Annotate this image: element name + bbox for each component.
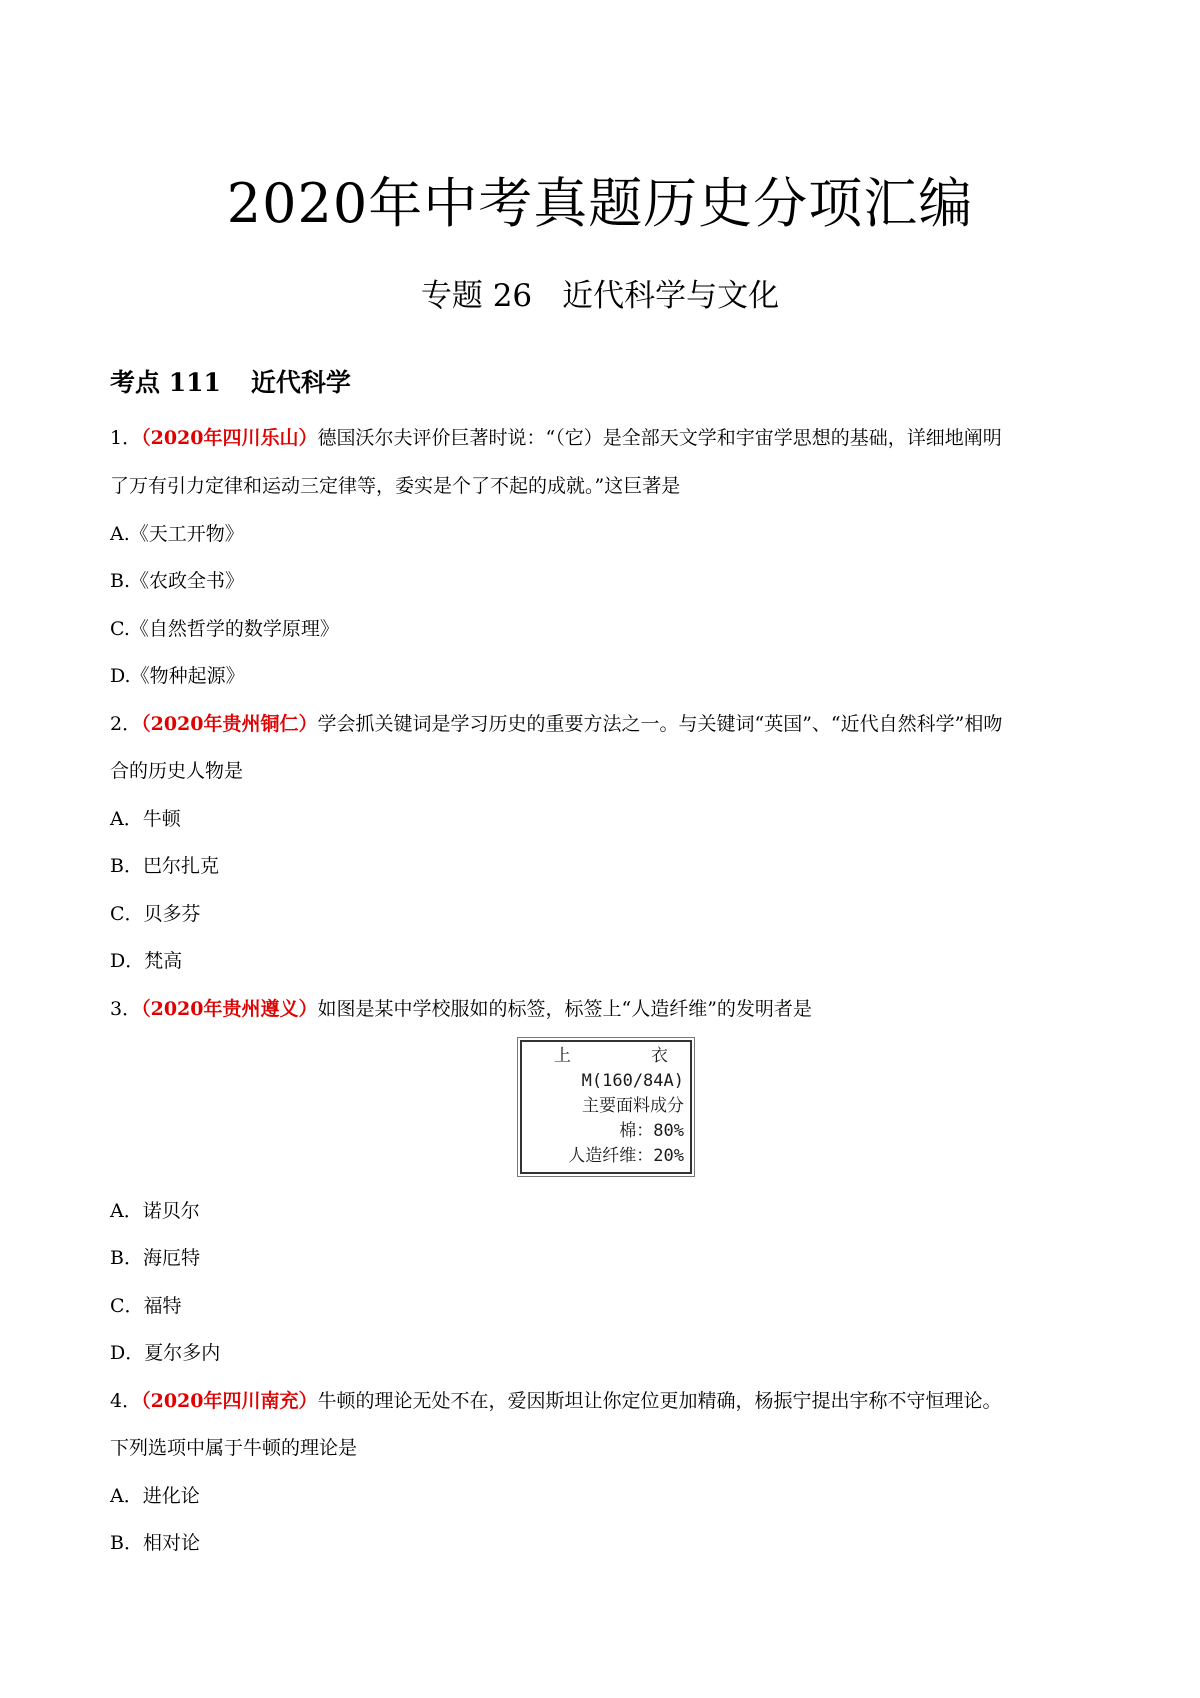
question-text: 如图是某中学校服如的标签，标签上“人造纤维”的发明者是	[317, 998, 812, 1020]
question-2-stem-line2: 合的历史人物是	[110, 760, 244, 782]
section-number: 考点 111	[110, 368, 221, 397]
question-source: （2020年四川南充）	[141, 1390, 318, 1412]
label-item-char1: 上	[554, 1046, 571, 1066]
section-heading	[110, 366, 351, 400]
question-4-stem-line2: 下列选项中属于牛顿的理论是	[110, 1437, 358, 1459]
topic-subtitle	[0, 276, 1200, 316]
question-4-option-a: A．进化论	[110, 1485, 200, 1507]
question-1-stem-line2: 了万有引力定律和运动三定律等，委实是个了不起的成就。”这巨著是	[110, 475, 681, 497]
question-4-option-b: B．相对论	[110, 1532, 200, 1554]
question-text: 牛顿的理论无处不在，爱因斯坦让你定位更加精确，杨振宁提出宇称不守恒理论。	[317, 1390, 1002, 1412]
label-material-1: 棉：80%	[619, 1121, 684, 1141]
section-name: 近代科学	[250, 368, 351, 397]
label-item-char2: 衣	[651, 1046, 668, 1066]
question-3-stem-line1	[110, 995, 1110, 1023]
topic-name: 近代科学与文化	[562, 278, 780, 314]
question-text: 德国沃尔夫评价巨著时说：“（它）是全部天文学和宇宙学思想的基础，详细地阐明	[317, 427, 1002, 449]
question-3-option-d: D．夏尔多内	[110, 1342, 221, 1364]
question-2-option-a: A．牛顿	[110, 808, 181, 830]
question-source: （2020年贵州遵义）	[141, 998, 318, 1020]
document-title: 2020年中考真题历史分项汇编	[226, 172, 974, 235]
label-heading: 主要面料成分	[582, 1096, 684, 1116]
clothing-label-image	[520, 1040, 692, 1174]
label-item-row	[528, 1044, 684, 1069]
question-4-stem-line1	[110, 1387, 1110, 1415]
question-1-stem-line1	[110, 424, 1110, 452]
question-1-option-c: C.《自然哲学的数学原理》	[110, 618, 339, 640]
question-3-option-a: A．诺贝尔	[110, 1200, 200, 1222]
question-source: （2020年贵州铜仁）	[141, 713, 318, 735]
question-2-option-b: B．巴尔扎克	[110, 855, 219, 877]
topic-number: 专题 26	[420, 278, 533, 314]
question-number: 2．	[110, 713, 142, 735]
question-number: 3．	[110, 998, 142, 1020]
question-source: （2020年四川乐山）	[141, 427, 318, 449]
question-number: 1．	[110, 427, 142, 449]
question-3-option-c: C．福特	[110, 1295, 182, 1317]
label-size: M(160/84A)	[581, 1071, 684, 1091]
question-text: 学会抓关键词是学习历史的重要方法之一。与关键词“英国”、“近代自然科学”相吻	[317, 713, 1003, 735]
label-material-2: 人造纤维：20%	[568, 1146, 684, 1166]
question-1-option-a: A.《天工开物》	[110, 523, 244, 545]
question-2-stem-line1	[110, 710, 1110, 738]
question-3-option-b: B．海厄特	[110, 1247, 200, 1269]
question-2-option-c: C．贝多芬	[110, 903, 201, 925]
question-1-option-d: D.《物种起源》	[110, 665, 245, 687]
question-number: 4．	[110, 1390, 142, 1412]
question-2-option-d: D．梵高	[110, 950, 183, 972]
question-1-option-b: B.《农政全书》	[110, 570, 245, 592]
